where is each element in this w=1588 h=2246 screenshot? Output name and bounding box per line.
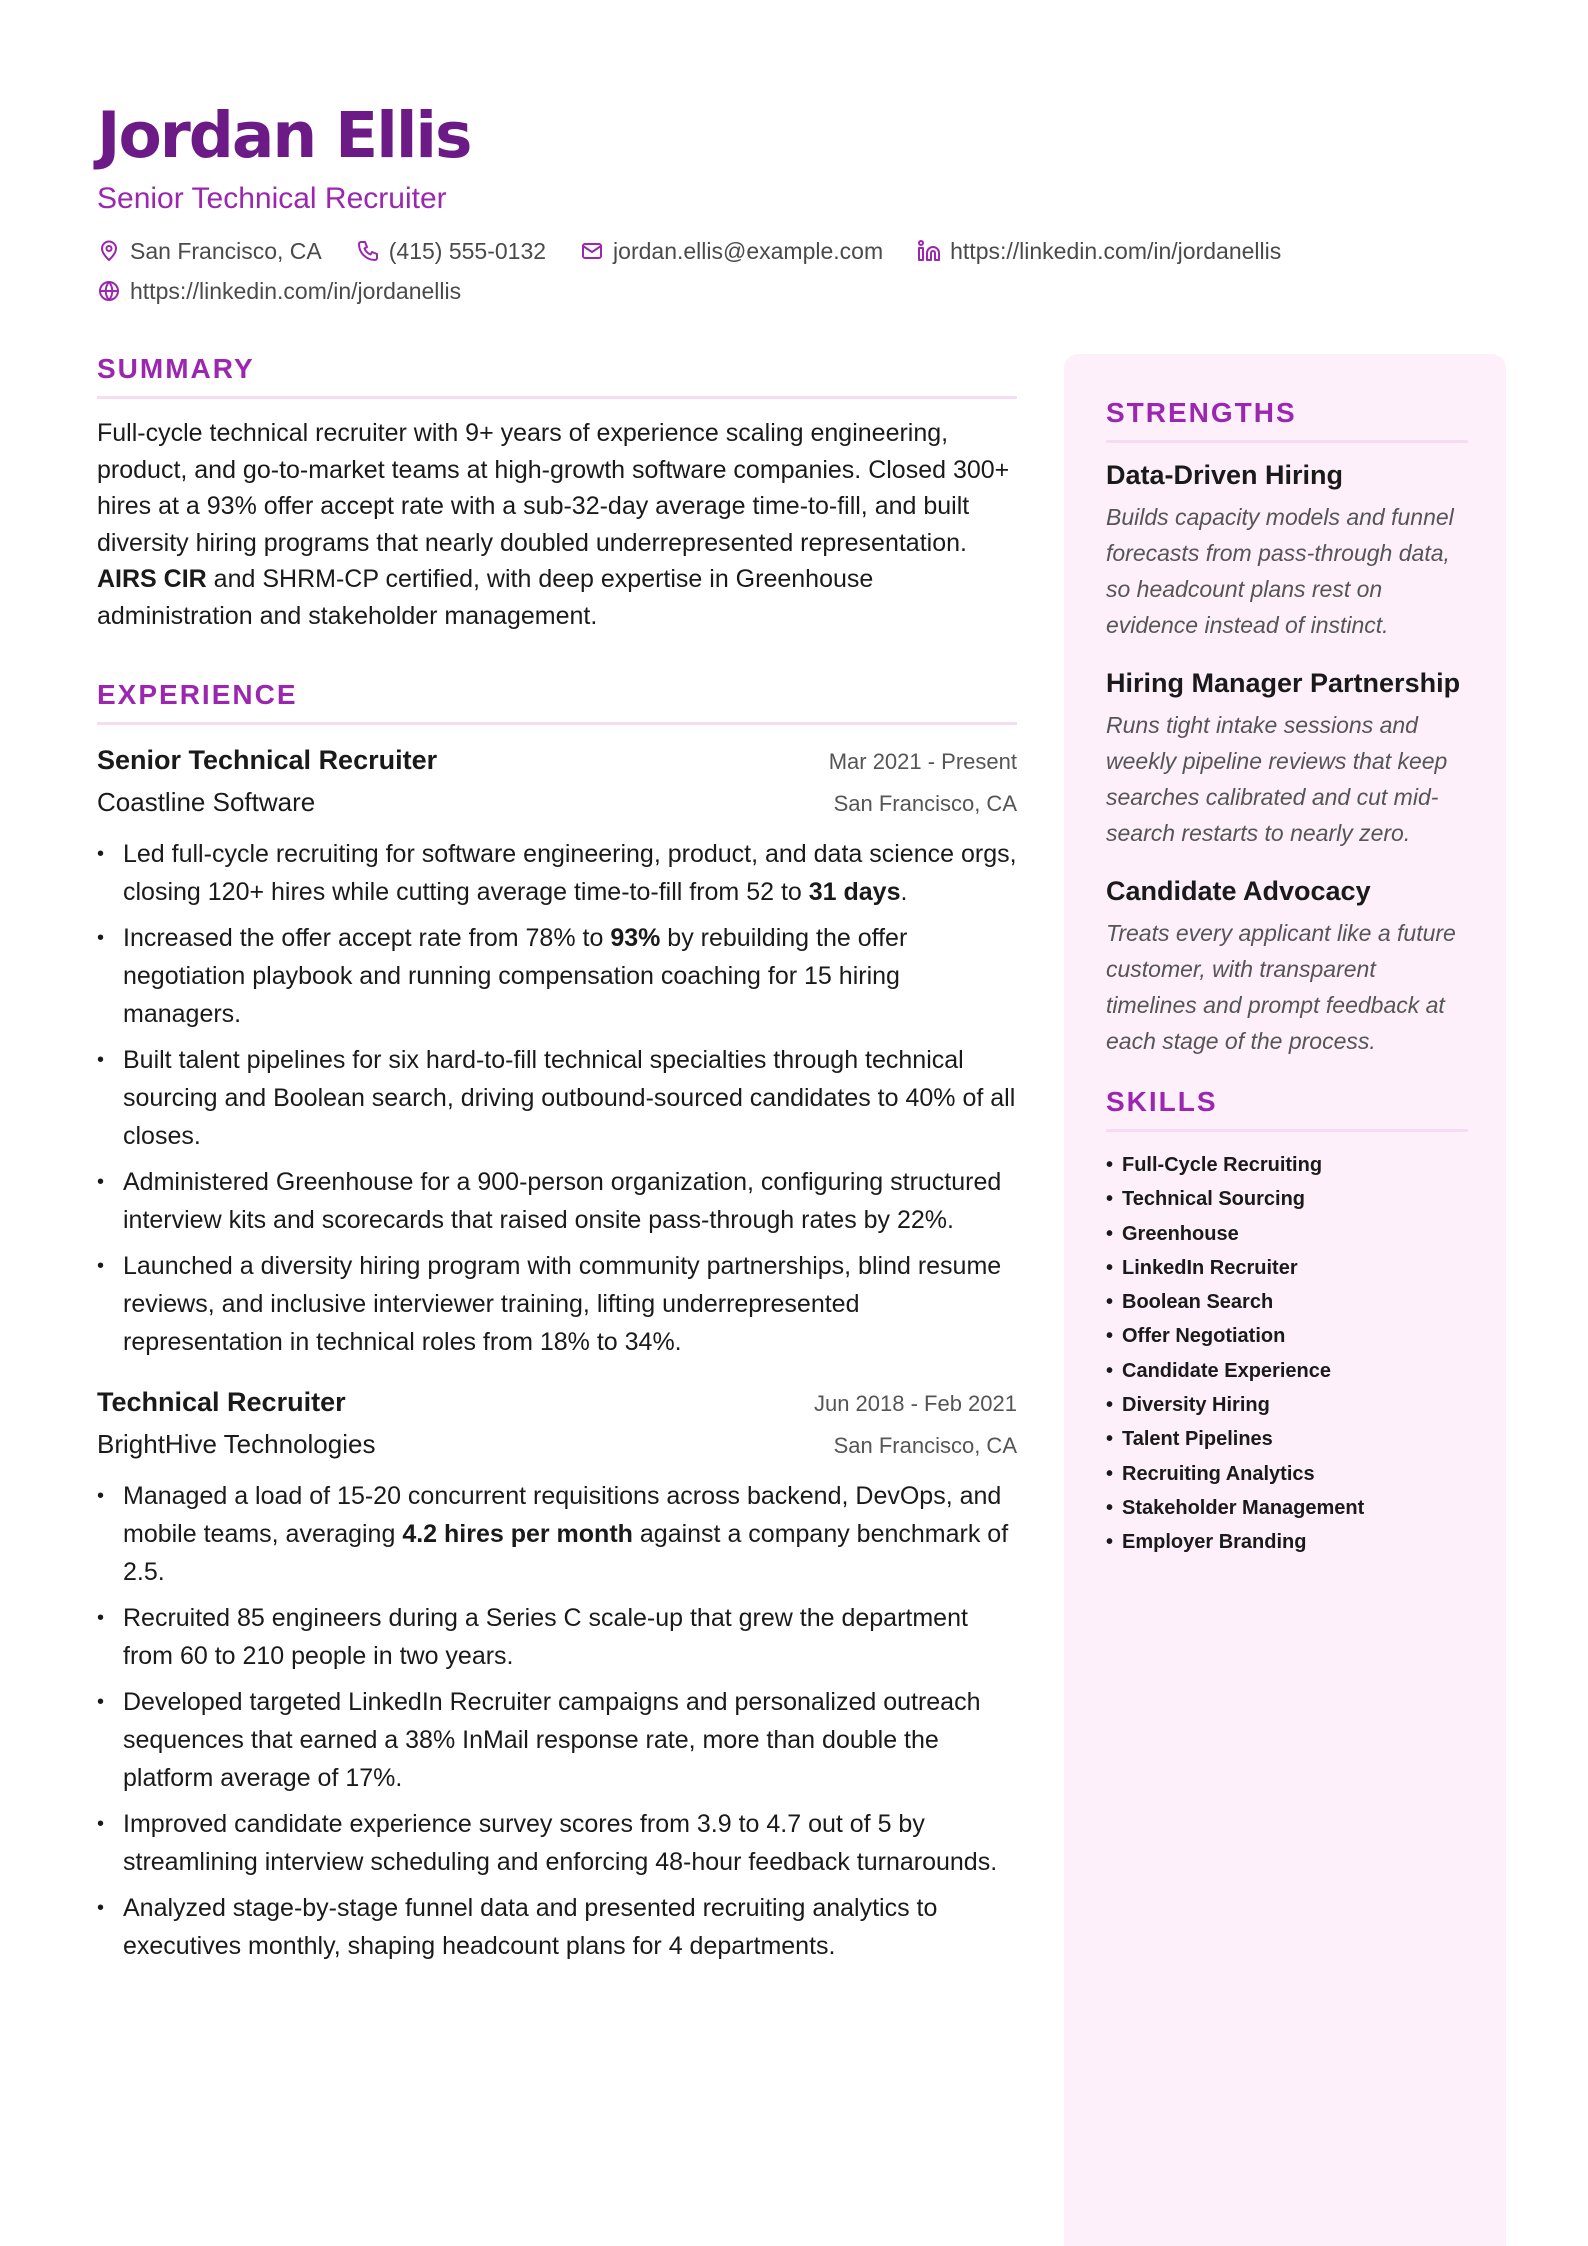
candidate-title: Senior Technical Recruiter xyxy=(97,182,447,215)
bullet-item: • Increased the offer accept rate from 78% to 93% by rebuilding the offer negotiation playbook and running compensation coaching for 15 hiring managers. xyxy=(97,919,1017,1033)
skill-item: • LinkedIn Recruiter xyxy=(1106,1251,1468,1285)
job-company: BrightHive Technologies xyxy=(97,1429,376,1459)
location-text: San Francisco, CA xyxy=(130,237,322,264)
skill-item: • Boolean Search xyxy=(1106,1285,1468,1319)
strength-description: Builds capacity models and funnel forecasts from pass-through data, so headcount plans rest on evidence instead of instinct. xyxy=(1106,504,1454,638)
contact-email[interactable] xyxy=(580,238,883,265)
contact-linkedin[interactable] xyxy=(917,238,1281,265)
job-role: Senior Technical Recruiter xyxy=(97,745,438,775)
job-location: San Francisco, CA xyxy=(833,1433,1017,1458)
contact-website[interactable] xyxy=(97,278,461,305)
job-entry xyxy=(97,1383,1017,1965)
summary-heading: SUMMARY xyxy=(97,350,1017,399)
website-text: https://linkedin.com/in/jordanellis xyxy=(130,277,462,304)
globe-icon xyxy=(97,279,121,303)
skill-item: • Greenhouse xyxy=(1106,1217,1468,1251)
job-location: San Francisco, CA xyxy=(833,791,1017,816)
email-text: jordan.ellis@example.com xyxy=(613,237,884,264)
sidebar xyxy=(1064,354,1506,2246)
main-column xyxy=(97,350,1017,1973)
skill-item: • Candidate Experience xyxy=(1106,1354,1468,1388)
skill-item: • Offer Negotiation xyxy=(1106,1319,1468,1353)
strength-item xyxy=(1106,875,1468,1059)
skill-item: • Talent Pipelines xyxy=(1106,1422,1468,1456)
skill-item: • Technical Sourcing xyxy=(1106,1182,1468,1216)
contact-location xyxy=(97,238,322,265)
strength-item xyxy=(1106,459,1468,643)
summary-text: Full-cycle technical recruiter with 9+ years of experience scaling engineering, product, and go-to-market teams at high-growth software companies. Closed 300+ hires at a 93% offer accept rate with a sub-32-day average time-to-fill, and built diversity hiring programs that nearly doubled underrepresented representation. AIRS CIR and SHRM-CP certified, with deep expertise in Greenhouse administration and stakeholder management. xyxy=(97,419,1010,630)
strength-title: Candidate Advocacy xyxy=(1106,876,1371,906)
job-company: Coastline Software xyxy=(97,787,316,817)
bullet-item: • Improved candidate experience survey scores from 3.9 to 4.7 out of 5 by streamlining interview scheduling and enforcing 48-hour feedback turnarounds. xyxy=(97,1805,1017,1881)
bullet-item: • Managed a load of 15-20 concurrent requisitions across backend, DevOps, and mobile teams, averaging 4.2 hires per month against a company benchmark of 2.5. xyxy=(97,1477,1017,1591)
skill-item: • Employer Branding xyxy=(1106,1525,1468,1559)
skills-list xyxy=(1106,1148,1468,1560)
resume-header xyxy=(97,95,1397,311)
skill-item: • Recruiting Analytics xyxy=(1106,1457,1468,1491)
skills-heading: SKILLS xyxy=(1106,1083,1468,1132)
skill-item: • Diversity Hiring xyxy=(1106,1388,1468,1422)
mail-icon xyxy=(580,239,604,263)
bullet-item: • Led full-cycle recruiting for software engineering, product, and data science orgs, closing 120+ hires while cutting average time-to-fill from 52 to 31 days. xyxy=(97,835,1017,911)
experience-section xyxy=(97,676,1017,1965)
linkedin-text: https://linkedin.com/in/jordanellis xyxy=(950,237,1282,264)
bullet-item: • Built talent pipelines for six hard-to-fill technical specialties through technical sourcing and Boolean search, driving outbound-sourced candidates to 40% of all closes. xyxy=(97,1041,1017,1155)
strength-description: Treats every applicant like a future customer, with transparent timelines and prompt feedback at each stage of the process. xyxy=(1106,920,1456,1054)
strengths-heading: STRENGTHS xyxy=(1106,394,1468,443)
bullet-item: • Recruited 85 engineers during a Series C scale-up that grew the department from 60 to 210 people in two years. xyxy=(97,1599,1017,1675)
job-bullets xyxy=(97,835,1017,1361)
job-entry xyxy=(97,741,1017,1361)
bullet-item: • Analyzed stage-by-stage funnel data and presented recruiting analytics to executives monthly, shaping headcount plans for 4 departments. xyxy=(97,1889,1017,1965)
linkedin-icon xyxy=(917,239,941,263)
strength-title: Data-Driven Hiring xyxy=(1106,460,1344,490)
contact-info xyxy=(97,231,1397,311)
job-role: Technical Recruiter xyxy=(97,1387,346,1417)
bullet-item: • Developed targeted LinkedIn Recruiter campaigns and personalized outreach sequences that earned a 38% InMail response rate, more than double the platform average of 17%. xyxy=(97,1683,1017,1797)
skill-item: • Full-Cycle Recruiting xyxy=(1106,1148,1468,1182)
summary-section xyxy=(97,350,1017,634)
strength-description: Runs tight intake sessions and weekly pipeline reviews that keep searches calibrated and cut mid-search restarts to nearly zero. xyxy=(1106,712,1448,846)
job-bullets xyxy=(97,1477,1017,1965)
skills-section xyxy=(1106,1083,1468,1560)
bullet-item: • Launched a diversity hiring program with community partnerships, blind resume reviews, and inclusive interviewer training, lifting underrepresented representation in technical roles from 18% to 34%. xyxy=(97,1247,1017,1361)
skill-item: • Stakeholder Management xyxy=(1106,1491,1468,1525)
bullet-item: • Administered Greenhouse for a 900-person organization, configuring structured interview kits and scorecards that raised onsite pass-through rates by 22%. xyxy=(97,1163,1017,1239)
job-dates: Mar 2021 - Present xyxy=(828,749,1017,774)
strength-title: Hiring Manager Partnership xyxy=(1106,668,1461,698)
candidate-name: Jordan Ellis xyxy=(97,99,471,172)
map-pin-icon xyxy=(97,239,121,263)
strengths-section xyxy=(1106,394,1468,1059)
job-dates: Jun 2018 - Feb 2021 xyxy=(813,1391,1017,1416)
contact-phone[interactable] xyxy=(356,238,546,265)
strength-item xyxy=(1106,667,1468,851)
experience-heading: EXPERIENCE xyxy=(97,676,1017,725)
phone-icon xyxy=(356,239,380,263)
phone-text: (415) 555-0132 xyxy=(388,237,547,264)
